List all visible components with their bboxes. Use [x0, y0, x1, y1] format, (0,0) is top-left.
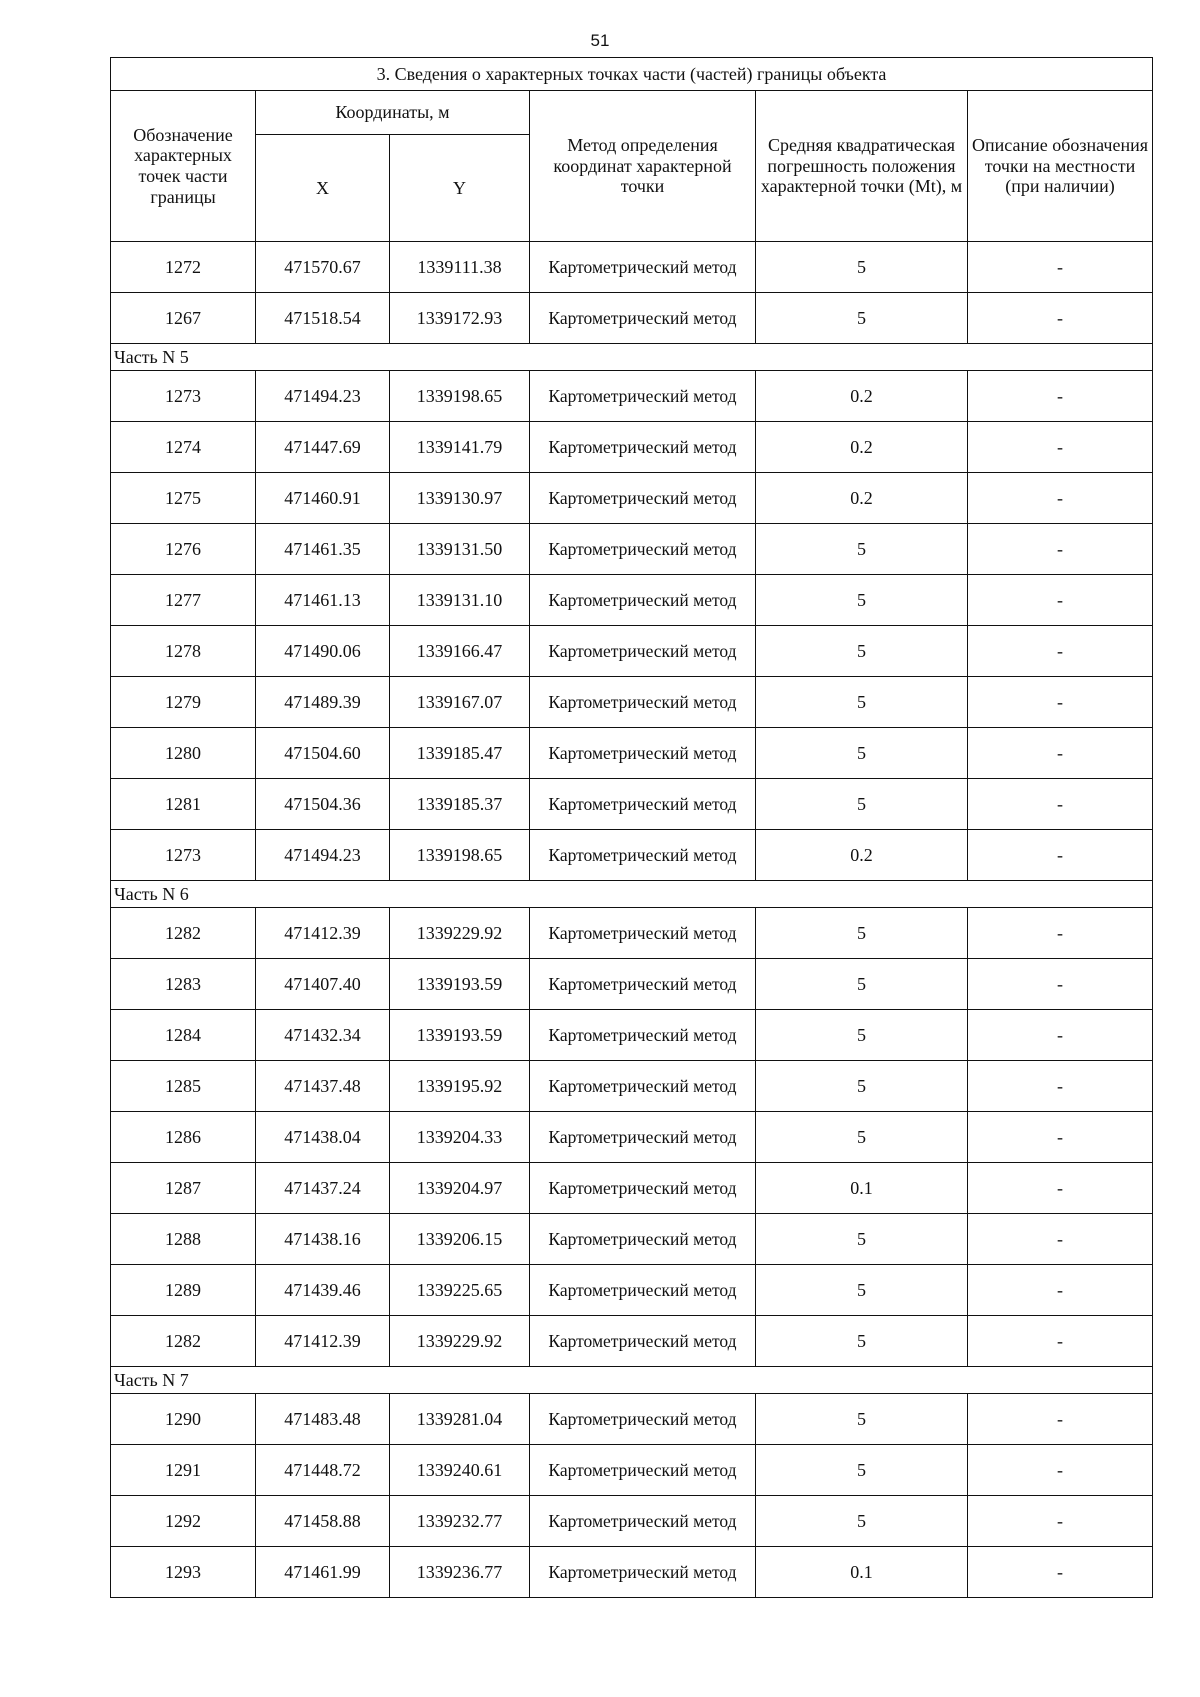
- table-row: [111, 779, 1153, 830]
- cell-description: -: [968, 908, 1153, 959]
- cell-method: Картометрический метод: [530, 422, 756, 473]
- cell-y: 1339185.47: [390, 728, 530, 779]
- cell-method: Картометрический метод: [530, 1163, 756, 1214]
- cell-y: 1339204.97: [390, 1163, 530, 1214]
- part-row: [111, 344, 1153, 371]
- table-row: [111, 1265, 1153, 1316]
- cell-method: Картометрический метод: [530, 1394, 756, 1445]
- cell-y: 1339172.93: [390, 293, 530, 344]
- cell-x: 471407.40: [256, 959, 390, 1010]
- cell-error: 5: [756, 908, 968, 959]
- cell-description: -: [968, 1547, 1153, 1598]
- header-point: Обозначение характерных точек части границы: [111, 91, 256, 242]
- cell-x: 471504.36: [256, 779, 390, 830]
- table-row: [111, 626, 1153, 677]
- cell-error: 5: [756, 1394, 968, 1445]
- cell-error: 5: [756, 1112, 968, 1163]
- cell-x: 471412.39: [256, 908, 390, 959]
- cell-point: 1288: [111, 1214, 256, 1265]
- header-coords: Координаты, м: [256, 91, 530, 135]
- cell-y: 1339131.50: [390, 524, 530, 575]
- part-label: Часть N 6: [111, 881, 1153, 908]
- cell-point: 1282: [111, 908, 256, 959]
- cell-y: 1339229.92: [390, 908, 530, 959]
- cell-method: Картометрический метод: [530, 626, 756, 677]
- cell-method: Картометрический метод: [530, 1061, 756, 1112]
- cell-error: 5: [756, 242, 968, 293]
- table-row: [111, 371, 1153, 422]
- table-row: [111, 908, 1153, 959]
- cell-description: -: [968, 728, 1153, 779]
- cell-x: 471489.39: [256, 677, 390, 728]
- cell-error: 5: [756, 677, 968, 728]
- cell-point: 1273: [111, 830, 256, 881]
- cell-y: 1339195.92: [390, 1061, 530, 1112]
- cell-description: -: [968, 1163, 1153, 1214]
- cell-method: Картометрический метод: [530, 1547, 756, 1598]
- cell-y: 1339193.59: [390, 1010, 530, 1061]
- cell-method: Картометрический метод: [530, 779, 756, 830]
- cell-description: -: [968, 371, 1153, 422]
- cell-description: -: [968, 1061, 1153, 1112]
- cell-x: 471438.04: [256, 1112, 390, 1163]
- cell-x: 471412.39: [256, 1316, 390, 1367]
- table-row: [111, 1316, 1153, 1367]
- cell-description: -: [968, 1214, 1153, 1265]
- cell-error: 5: [756, 728, 968, 779]
- cell-method: Картометрический метод: [530, 473, 756, 524]
- table-row: [111, 1547, 1153, 1598]
- cell-x: 471461.13: [256, 575, 390, 626]
- cell-point: 1291: [111, 1445, 256, 1496]
- page-number: 51: [590, 31, 610, 50]
- cell-error: 0.2: [756, 473, 968, 524]
- cell-y: 1339206.15: [390, 1214, 530, 1265]
- cell-y: 1339204.33: [390, 1112, 530, 1163]
- cell-method: Картометрический метод: [530, 1316, 756, 1367]
- cell-y: 1339236.77: [390, 1547, 530, 1598]
- cell-description: -: [968, 959, 1153, 1010]
- cell-y: 1339240.61: [390, 1445, 530, 1496]
- cell-y: 1339167.07: [390, 677, 530, 728]
- cell-x: 471439.46: [256, 1265, 390, 1316]
- table-row: [111, 1010, 1153, 1061]
- cell-x: 471494.23: [256, 371, 390, 422]
- cell-point: 1283: [111, 959, 256, 1010]
- cell-description: -: [968, 1445, 1153, 1496]
- part-row: [111, 1367, 1153, 1394]
- cell-x: 471494.23: [256, 830, 390, 881]
- cell-error: 5: [756, 524, 968, 575]
- table-row: [111, 1394, 1153, 1445]
- cell-error: 5: [756, 779, 968, 830]
- cell-y: 1339111.38: [390, 242, 530, 293]
- cell-method: Картометрический метод: [530, 728, 756, 779]
- cell-x: 471437.48: [256, 1061, 390, 1112]
- cell-description: -: [968, 422, 1153, 473]
- cell-method: Картометрический метод: [530, 371, 756, 422]
- cell-y: 1339141.79: [390, 422, 530, 473]
- cell-description: -: [968, 473, 1153, 524]
- cell-x: 471570.67: [256, 242, 390, 293]
- cell-x: 471458.88: [256, 1496, 390, 1547]
- cell-point: 1287: [111, 1163, 256, 1214]
- cell-description: -: [968, 1496, 1153, 1547]
- cell-description: -: [968, 1394, 1153, 1445]
- cell-point: 1285: [111, 1061, 256, 1112]
- cell-description: -: [968, 242, 1153, 293]
- cell-x: 471461.35: [256, 524, 390, 575]
- cell-x: 471460.91: [256, 473, 390, 524]
- cell-point: 1280: [111, 728, 256, 779]
- table-row: [111, 473, 1153, 524]
- table-row: [111, 1445, 1153, 1496]
- cell-method: Картометрический метод: [530, 908, 756, 959]
- cell-method: Картометрический метод: [530, 1112, 756, 1163]
- cell-error: 5: [756, 1214, 968, 1265]
- cell-method: Картометрический метод: [530, 677, 756, 728]
- cell-error: 5: [756, 626, 968, 677]
- cell-x: 471437.24: [256, 1163, 390, 1214]
- table-row: [111, 1163, 1153, 1214]
- table-row: [111, 293, 1153, 344]
- header-error: Средняя квадратическая погрешность положения характерной точки (Mt), м: [756, 91, 968, 242]
- cell-point: 1281: [111, 779, 256, 830]
- cell-y: 1339198.65: [390, 371, 530, 422]
- cell-point: 1278: [111, 626, 256, 677]
- cell-x: 471461.99: [256, 1547, 390, 1598]
- cell-x: 471490.06: [256, 626, 390, 677]
- cell-point: 1282: [111, 1316, 256, 1367]
- cell-error: 0.1: [756, 1547, 968, 1598]
- cell-x: 471504.60: [256, 728, 390, 779]
- cell-method: Картометрический метод: [530, 1445, 756, 1496]
- cell-method: Картометрический метод: [530, 524, 756, 575]
- cell-description: -: [968, 1316, 1153, 1367]
- cell-error: 0.2: [756, 371, 968, 422]
- cell-error: 5: [756, 1316, 968, 1367]
- cell-point: 1292: [111, 1496, 256, 1547]
- cell-y: 1339166.47: [390, 626, 530, 677]
- cell-error: 5: [756, 1061, 968, 1112]
- table-row: [111, 1496, 1153, 1547]
- cell-point: 1272: [111, 242, 256, 293]
- cell-x: 471438.16: [256, 1214, 390, 1265]
- table-row: [111, 728, 1153, 779]
- cell-point: 1277: [111, 575, 256, 626]
- cell-description: -: [968, 524, 1153, 575]
- table-row: [111, 575, 1153, 626]
- table-row: [111, 830, 1153, 881]
- cell-description: -: [968, 779, 1153, 830]
- cell-error: 5: [756, 959, 968, 1010]
- cell-x: 471518.54: [256, 293, 390, 344]
- cell-point: 1276: [111, 524, 256, 575]
- cell-y: 1339185.37: [390, 779, 530, 830]
- cell-method: Картометрический метод: [530, 242, 756, 293]
- table-row: [111, 524, 1153, 575]
- cell-y: 1339225.65: [390, 1265, 530, 1316]
- cell-y: 1339232.77: [390, 1496, 530, 1547]
- cell-point: 1290: [111, 1394, 256, 1445]
- part-row: [111, 881, 1153, 908]
- cell-description: -: [968, 293, 1153, 344]
- cell-y: 1339131.10: [390, 575, 530, 626]
- cell-x: 471432.34: [256, 1010, 390, 1061]
- part-label: Часть N 7: [111, 1367, 1153, 1394]
- cell-point: 1289: [111, 1265, 256, 1316]
- cell-point: 1273: [111, 371, 256, 422]
- header-x: X: [256, 135, 390, 242]
- cell-method: Картометрический метод: [530, 959, 756, 1010]
- cell-error: 0.2: [756, 422, 968, 473]
- cell-description: -: [968, 830, 1153, 881]
- cell-error: 5: [756, 1010, 968, 1061]
- table-row: [111, 677, 1153, 728]
- cell-error: 0.2: [756, 830, 968, 881]
- cell-error: 5: [756, 1496, 968, 1547]
- cell-method: Картометрический метод: [530, 1265, 756, 1316]
- cell-error: 0.1: [756, 1163, 968, 1214]
- cell-y: 1339281.04: [390, 1394, 530, 1445]
- cell-point: 1286: [111, 1112, 256, 1163]
- header-y: Y: [390, 135, 530, 242]
- cell-point: 1275: [111, 473, 256, 524]
- cell-method: Картометрический метод: [530, 1496, 756, 1547]
- header-description: Описание обозначения точки на местности (при наличии): [968, 91, 1153, 242]
- cell-y: 1339229.92: [390, 1316, 530, 1367]
- cell-point: 1274: [111, 422, 256, 473]
- cell-error: 5: [756, 293, 968, 344]
- table-row: [111, 422, 1153, 473]
- table-row: [111, 959, 1153, 1010]
- cell-description: -: [968, 626, 1153, 677]
- cell-error: 5: [756, 575, 968, 626]
- cell-description: -: [968, 677, 1153, 728]
- cell-description: -: [968, 575, 1153, 626]
- cell-method: Картометрический метод: [530, 830, 756, 881]
- cell-point: 1293: [111, 1547, 256, 1598]
- part-label: Часть N 5: [111, 344, 1153, 371]
- cell-x: 471448.72: [256, 1445, 390, 1496]
- table-row: [111, 1112, 1153, 1163]
- cell-method: Картометрический метод: [530, 293, 756, 344]
- table-title: 3. Сведения о характерных точках части (частей) границы объекта: [111, 58, 1153, 91]
- cell-point: 1267: [111, 293, 256, 344]
- cell-point: 1284: [111, 1010, 256, 1061]
- cell-method: Картометрический метод: [530, 1214, 756, 1265]
- header-method: Метод определения координат характерной точки: [530, 91, 756, 242]
- cell-description: -: [968, 1112, 1153, 1163]
- table-body: [111, 242, 1153, 1598]
- cell-description: -: [968, 1265, 1153, 1316]
- table-row: [111, 242, 1153, 293]
- cell-point: 1279: [111, 677, 256, 728]
- cell-error: 5: [756, 1265, 968, 1316]
- boundary-points-table: [110, 57, 1153, 1598]
- cell-y: 1339130.97: [390, 473, 530, 524]
- table-row: [111, 1214, 1153, 1265]
- cell-method: Картометрический метод: [530, 575, 756, 626]
- cell-description: -: [968, 1010, 1153, 1061]
- cell-x: 471483.48: [256, 1394, 390, 1445]
- cell-y: 1339198.65: [390, 830, 530, 881]
- table-row: [111, 1061, 1153, 1112]
- cell-method: Картометрический метод: [530, 1010, 756, 1061]
- cell-error: 5: [756, 1445, 968, 1496]
- cell-y: 1339193.59: [390, 959, 530, 1010]
- cell-x: 471447.69: [256, 422, 390, 473]
